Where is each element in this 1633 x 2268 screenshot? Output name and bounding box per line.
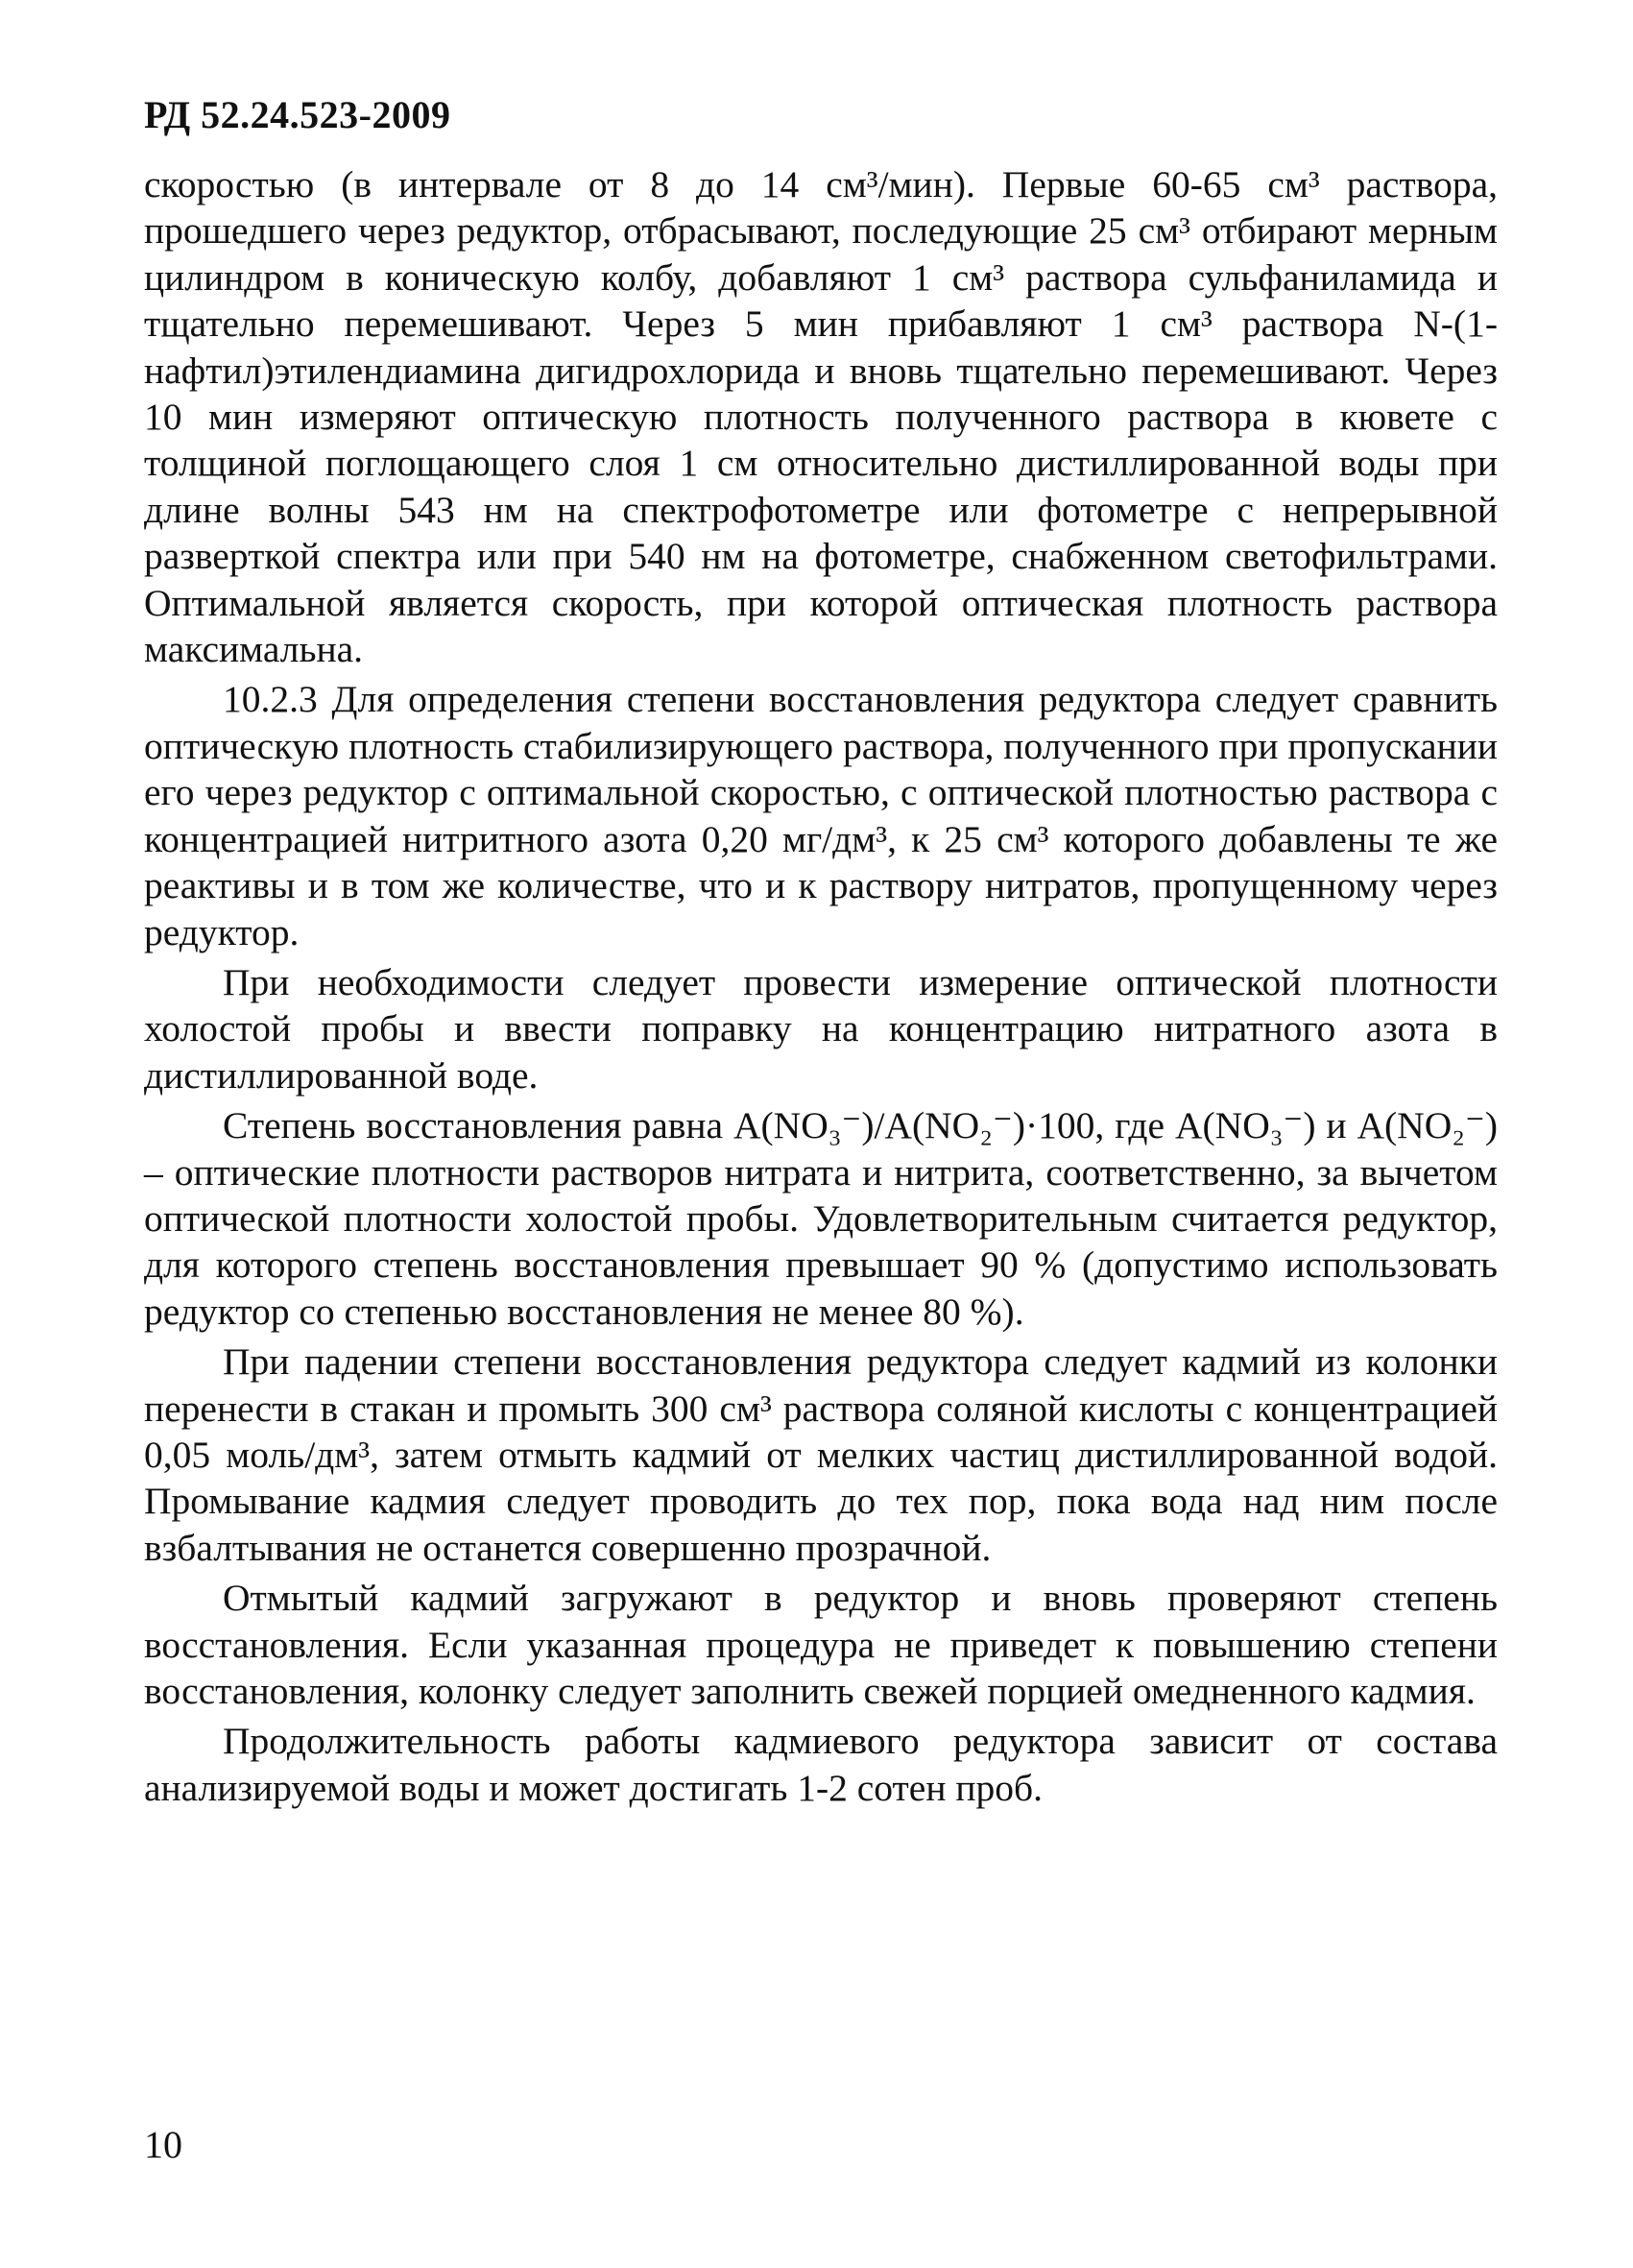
paragraph-reduction-degree: Степень восстановления равна A(NO₃⁻)/A(NO₂⁻)·100, где A(NO₃⁻) и A(NO₂⁻) – оптические плотности растворов нитрата и нитрита, соответственно, за вычетом оптической плотности холостой пробы. Удовлетворительным считается редуктор, для которого степень восстановления превышает 90 % (допустимо использовать редуктор со степенью восстановления не менее 80 %). xyxy=(144,1104,1498,1333)
page-number: 10 xyxy=(144,2123,182,2166)
document-body xyxy=(144,161,1498,1815)
paragraph-continuation: скоростью (в интервале от 8 до 14 см³/мин). Первые 60-65 см³ раствора, прошедшего через редуктор, отбрасывают, последующие 25 см³ отбирают мерным цилиндром в коническую колбу, добавляют 1 см³ раствора сульфаниламида и тщательно перемешивают. Через 5 мин прибавляют 1 см³ раствора N-(1-нафтил)этилендиамина дигидрохлорида и вновь тщательно перемешивают. Через 10 мин измеряют оптическую плотность полученного раствора в кювете с толщиной поглощающего слоя 1 см относительно дистиллированной воды при длине волны 543 нм на спектрофотометре или фотометре с непрерывной разверткой спектра или при 540 нм на фотометре, снабженном светофильтрами. Оптимальной является скорость, при которой оптическая плотность раствора максимальна. xyxy=(144,163,1498,671)
paragraph-lifetime: Продолжительность работы кадмиевого редуктора зависит от состава анализируемой воды и может достигать 1-2 сотен проб. xyxy=(144,1720,1498,1809)
document-code-header: РД 52.24.523-2009 xyxy=(144,93,451,136)
paragraph-blank-correction: При необходимости следует провести измерение оптической плотности холостой пробы и ввести поправку на концентрацию нитратного азота в дистиллированной воде. xyxy=(144,960,1498,1097)
paragraph-cadmium-washing: При падении степени восстановления редуктора следует кадмий из колонки перенести в стакан и промыть 300 см³ раствора соляной кислоты с концентрацией 0,05 моль/дм³, затем отмыть кадмий от мелких частиц дистиллированной водой. Промывание кадмия следует проводить до тех пор, пока вода над ним после взбалтывания не останется совершенно прозрачной. xyxy=(144,1340,1498,1569)
paragraph-10-2-3: 10.2.3 Для определения степени восстановления редуктора следует сравнить оптическую плотность стабилизирующего раствора, полученного при пропускании его через редуктор с оптимальной скоростью, с оптической плотностью раствора с концентрацией нитритного азота 0,20 мг/дм³, к 25 см³ которого добавлены те же реактивы и в том же количестве, что и к раствору нитратов, пропущенному через редуктор. xyxy=(144,678,1498,953)
paragraph-reloading: Отмытый кадмий загружают в редуктор и вновь проверяют степень восстановления. Если указанная процедура не приведет к повышению степени восстановления, колонку следует заполнить свежей порцией омедненного кадмия. xyxy=(144,1577,1498,1712)
